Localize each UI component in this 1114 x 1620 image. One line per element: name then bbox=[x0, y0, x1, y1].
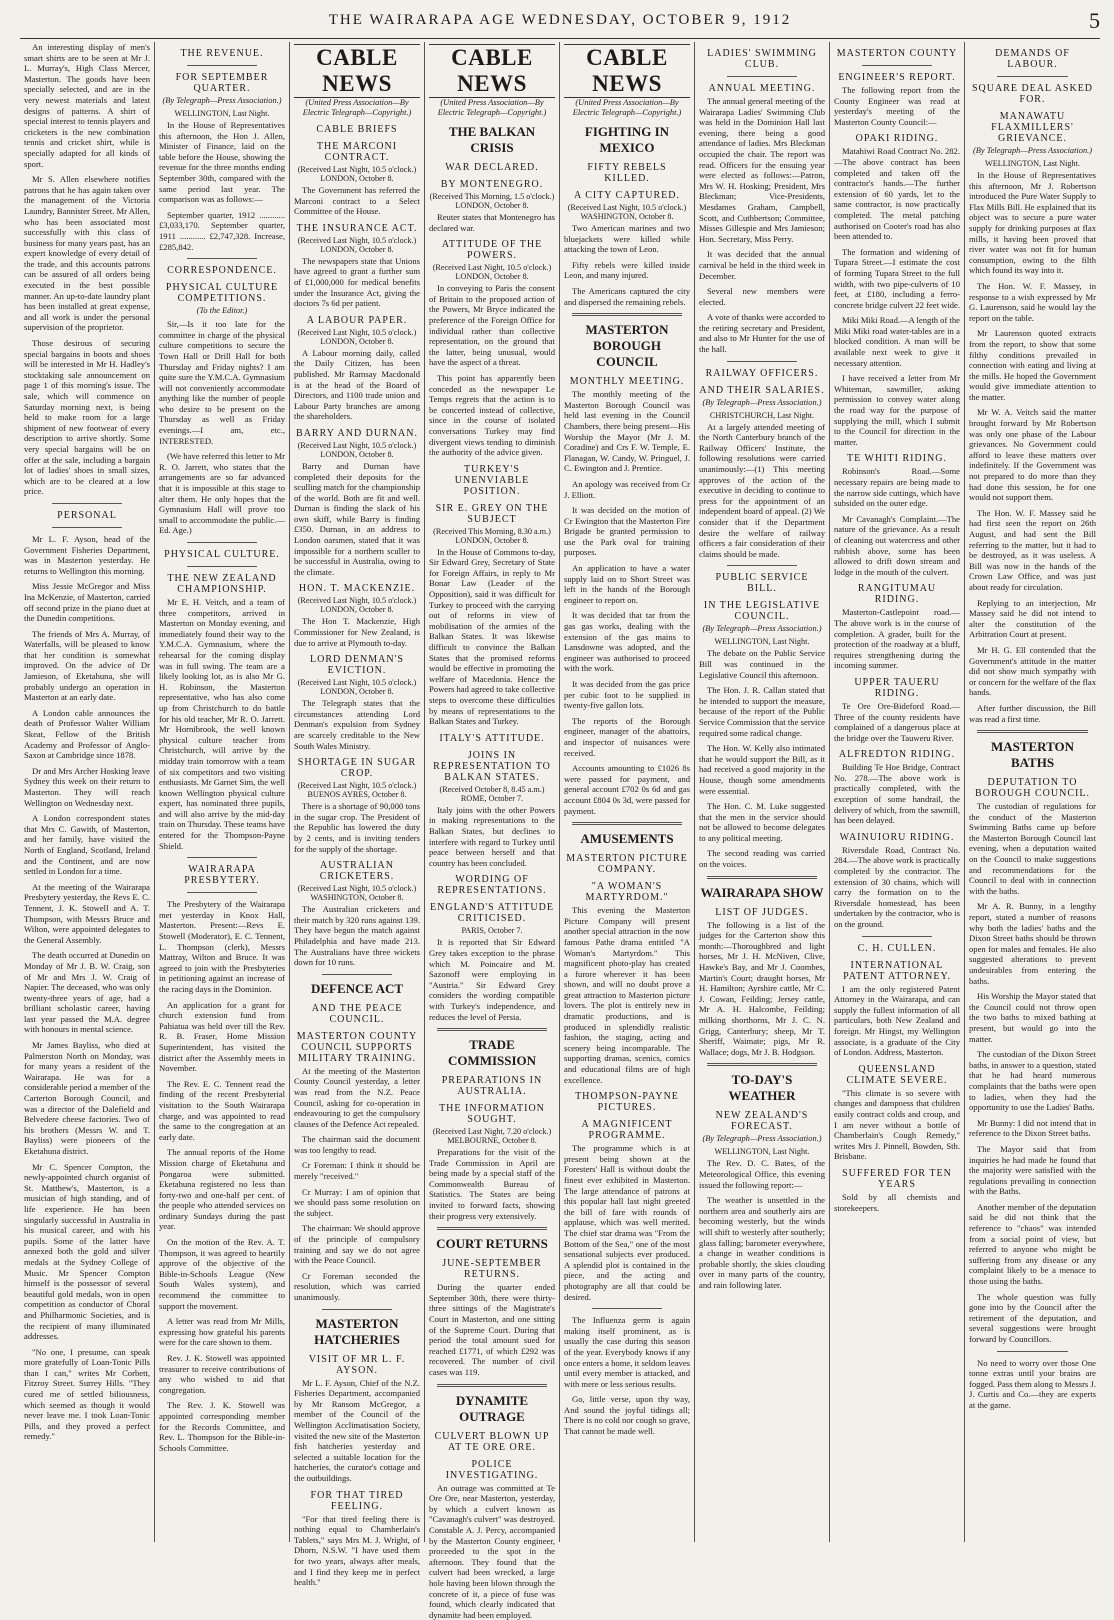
sub-heading: POLICE INVESTIGATING. bbox=[445, 1458, 539, 1481]
sub-heading: AND THE PEACE COUNCIL. bbox=[311, 1002, 403, 1025]
cable-news-banner: CABLE NEWS bbox=[294, 44, 420, 98]
advertisement: I am the only registered Patent Attorney in the Wairarapa, and can supply the fullest information of all particulars, both New Zealand and foreign. Mr Hingst, my Wellington associate, is a graduate of the City of London. Address, Masterton. bbox=[834, 983, 960, 1058]
press-credit: (United Press Association—By Electric Telegraph—Copyright.) bbox=[572, 98, 682, 117]
article-paragraph: A vote of thanks were accorded to the retiring secretary and President, and also to Mr Hunter for the use of the hall. bbox=[699, 312, 825, 355]
sub-heading: WORDING OF REPRESENTATIONS. bbox=[437, 874, 547, 897]
sub-heading: BY MONTENEGRO. bbox=[440, 179, 544, 190]
sub-heading: SIR E. GREY ON THE SUBJECT bbox=[435, 502, 549, 525]
article-paragraph: This evening the Masterton Picture Company will present another special attraction in the now famous Pathe drama entitled "A Woman's Martyrdom." This magnificent photo-play has created a furore wherever it has been shown, and will no doubt prove a great attraction to Masterton picture lovers. The plot is entirely new in dramatic productions, and is produced in splendidly realistic fashion, the staging, acting and scenery being incomparable. The supporting dramas, scenics, comics and educational films are of high excellence. bbox=[564, 905, 690, 1085]
sub-heading: ITALY'S ATTITUDE. bbox=[439, 732, 545, 744]
section-heading: CABLE BRIEFS bbox=[316, 124, 398, 135]
section-heading: DYNAMITE OUTRAGE bbox=[455, 1392, 529, 1424]
sub-heading: WAINUIORU RIDING. bbox=[839, 831, 955, 843]
advertisement: "For that tired feeling there is nothing equal to Chamberlain's Tablets," says Mrs M. J. Wright, of Dhorn, N.S.W. "I have used them for two years, always after meals, and I find they keep me in perfect health." bbox=[294, 1513, 420, 1588]
article-paragraph: The Hon. J. R. Callan stated that he intended to support the measure, because of the report of the Public Service Commission that the service required some radical change. bbox=[699, 685, 825, 738]
press-credit: (By Telegraph—Press Association.) bbox=[162, 96, 282, 105]
section-heading: PUBLIC SERVICE BILL. bbox=[715, 572, 809, 595]
article-paragraph: Reuter states that Montenegro has declared war. bbox=[429, 212, 555, 233]
sub-heading: ENGINEER'S REPORT. bbox=[838, 72, 956, 83]
article-paragraph: The monthly meeting of the Masterton Borough Council was held last evening in the Council Chambers, there being present—His Worship the Mayor (Mr J. M. Coradine) and Crs F. W. Temple, E. Flanagan, W. Candy, W. Pringuel, J. C. Ewington and J. Prentice. bbox=[564, 389, 690, 474]
article-paragraph: The second reading was carried on the voices. bbox=[699, 848, 825, 870]
article-paragraph: The Hon. W. Kelly also intimated that he would support the Bill, as it had received a good majority in the House, though some amendments were essential. bbox=[699, 743, 825, 796]
sub-heading: ATTITUDE OF THE POWERS. bbox=[441, 239, 543, 262]
divider bbox=[977, 730, 1088, 733]
advertisement: "This climate is so severe with changes and dampness that children easily contract colds and croup, and I am never without a bottle of Chamberlain's Cough Remedy," writes Mrs J. Pinnell, Bowden, Sth. Brisbane. bbox=[834, 1087, 960, 1162]
article-paragraph: Mr Laurenson quoted extracts from the report, to show that some filthy conditions prevailed in connection with eating and living at the mills. He hoped the Government would give immediate attention to the matter. bbox=[969, 328, 1096, 402]
article-paragraph: Miki Miki Road.—A length of the Miki Miki road water-tables are in a blocked condition. A man will be available next week to give it necessary attention. bbox=[834, 315, 960, 368]
article-paragraph: The Hon T. Mackenzie, High Commissioner for New Zealand, is due to arrive at Plymouth to-day. bbox=[294, 616, 420, 648]
article-paragraph: The Rev. D. C. Bates, of the Meteorological Office, this evening issued the following report:— bbox=[699, 1158, 825, 1190]
page-number: 5 bbox=[1089, 8, 1100, 33]
divider bbox=[187, 542, 257, 543]
sub-heading: THE INSURANCE ACT. bbox=[296, 222, 418, 234]
article-paragraph: Italy joins with the other Powers in making representations to the Balkan States, but declines to interfere with regard to Turkey until peace between herself and that country has been concluded. bbox=[429, 804, 555, 868]
article-paragraph: Miss Jessie McGregor and Miss Ina McKenzie, of Masterton, carried off second prize in the piano duet at the Dunedin competitions. bbox=[24, 581, 150, 624]
article-paragraph: An apology was received from Cr J. Elliott. bbox=[564, 478, 690, 500]
section-heading: AMUSEMENTS bbox=[580, 831, 674, 847]
newspaper-columns bbox=[20, 42, 1100, 1620]
article-paragraph: Mr James Bayliss, who died at Palmerston North on Monday, was for many years a resident of the Wairarapa. He was for a considerable period a member of the Carterton Borough Council, and was a director of the Dalefield and Belvedere cheese factories. Two of his brothers (Messrs W. and T. Bayliss) were pioneers of the Eketahuna district. bbox=[24, 1040, 150, 1156]
sub-heading: THOMPSON-PAYNE PICTURES. bbox=[575, 1091, 679, 1114]
divider bbox=[187, 857, 257, 858]
sub-heading: "A WOMAN'S MARTYRDOM." bbox=[585, 881, 669, 904]
section-heading: RAILWAY OFFICERS. bbox=[705, 367, 819, 379]
article-paragraph: Mr L. F. Ayson, Chief of the N.Z. Fisheries Department, accompanied by Mr Ransom McGregor, a member of the Council of the Wellington Acclimatisation Society, visited the new site of the Masterton fish hatcheries yesterday and selected a suitable location for the hatcheries, the curator's cottage and the outbuildings. bbox=[294, 1377, 420, 1483]
divider bbox=[997, 1351, 1068, 1352]
column-4 bbox=[425, 42, 560, 1620]
article-paragraph: During the quarter ended September 30th, there were thirty-three sittings of the Magistrate's Court in Masterton, and one sitting of the Supreme Court. During that period the total amount sued for reached £1771, of which £292 was recovered. The number of civil cases was 119. bbox=[429, 1282, 555, 1377]
article-paragraph: The annual reports of the Home Mission charge of Eketahuna and Pongaroa were submitted. Eketahuna registered no less than forty-two and one-half per cent. of the people who attended services on ordinary Sundays during the past year. bbox=[159, 1147, 285, 1232]
article-paragraph: His Worship the Mayor stated that the Council could not throw open the two baths to mixed bathing at present, but would go into the matter. bbox=[969, 991, 1096, 1044]
advertisement: The Influenza germ is again making itself prominent, as is usually the case during this season of the year. Everybody knows if any once enters a home, it seldom leaves until every member is attacked, and with mere or less serious results. bbox=[564, 1315, 690, 1389]
dateline: PARIS, October 7. bbox=[461, 926, 523, 936]
article-paragraph: Preparations for the visit of the Trade Commission in April are being made by a special staff of the Commonwealth Bureau of Statistics. The States are being invited to forward facts, showing their progress very extensively. bbox=[429, 1147, 555, 1221]
sub-heading: THE INFORMATION SOUGHT. bbox=[439, 1103, 545, 1126]
sub-heading: MASTERTON PICTURE COMPANY. bbox=[566, 853, 688, 876]
section-heading: MASTERTON BOROUGH COUNCIL bbox=[585, 322, 669, 370]
article-paragraph: The newspapers state that Unions have agreed to grant a further sum of £1,000,000 for medical benefits under the Insurance Act, giving the doctors 7s 6d per patient. bbox=[294, 255, 420, 309]
dateline: (Received Last Night, 7.20 o'clock.) MELBOURNE, October 8. bbox=[432, 1127, 552, 1146]
divider bbox=[187, 892, 257, 893]
sub-heading: SQUARE DEAL ASKED FOR. bbox=[971, 83, 1094, 105]
article-paragraph: At a largely attended meeting of the North Canterbury branch of the Railway Officers' Institute, the following resolutions were carried unanimously:—(1) This meeting approves of the action of the executive in deciding to continue to press for the appointment of an independent board of appeal. (2) We consider that if the Department desire the welfare of railway officers a fair consideration of their claims should be made. bbox=[699, 421, 825, 559]
dateline: WELLINGTON, Last Night. bbox=[985, 159, 1080, 168]
article-paragraph: (We have referred this letter to Mr R. O. Jarrett, who states that the arrangements are so far advanced that it is impossible at this stage to alter them. He only hopes that the Gymnasium Hall will prove too small to accommodate the public.—Ed. Age.) bbox=[159, 451, 285, 536]
sub-heading: ENGLAND'S ATTITUDE CRITICISED. bbox=[430, 902, 554, 925]
sub-heading: ANNUAL MEETING. bbox=[708, 83, 816, 94]
article-paragraph: Several new members were elected. bbox=[699, 286, 825, 307]
sub-heading: A CITY CAPTURED. bbox=[574, 190, 680, 201]
sub-heading: A MAGNIFICENT PROGRAMME. bbox=[581, 1119, 673, 1142]
column-5 bbox=[560, 42, 695, 1542]
dateline: (Received This Morning, 1.5 o'clock.) LONDON, October 8. bbox=[429, 192, 555, 210]
article-paragraph: Mr L. F. Ayson, head of the Government Fisheries Department, was in Masterton yesterday. He returns to Wellington this morning. bbox=[24, 533, 150, 576]
article-paragraph: At the meeting of the Masterton County Council yesterday, a letter was read from the N.Z. Peace Council, asking for co-operation in endeavouring to get the compulsory clauses of the Defence Act repealed. bbox=[294, 1065, 420, 1129]
section-heading: FIGHTING IN MEXICO bbox=[584, 124, 670, 155]
article-paragraph: Cr Foreman seconded the resolution, which was carried unanimously. bbox=[294, 1270, 420, 1302]
advertisement: Go, little verse, upon thy way, And sound the joyful tidings all; There is no cold nor cough so grave, That cannot be made well. bbox=[564, 1394, 690, 1437]
article-paragraph: The Rev. J. K. Stowell was appointed corresponding member for the Records Committee, and Rev. L. Thompson for the Bible-in-Schools Committee. bbox=[159, 1400, 285, 1453]
article-paragraph: In the House of Representatives this afternoon, Mr J. Robertson introduced the Pure Water Supply to Flax Mills Bill. He explained that its object was to secure a pure water supply for drinking purposes at flax mills, it having been proved that river water was not fit for human consumption, owing to the filth which found its way into it. bbox=[969, 170, 1096, 276]
article-paragraph: There is a shortage of 90,000 tons in the sugar crop. The President of the Republic has lowered the duty by 2 cents, and is inviting tenders for the supply of the shortage. bbox=[294, 801, 420, 854]
advert-heading: C. H. CULLEN. bbox=[857, 942, 937, 954]
advert-subheading: INTERNATIONAL PATENT ATTORNEY. bbox=[843, 959, 951, 982]
section-heading: MASTERTON HATCHERIES bbox=[314, 1315, 400, 1347]
advertisement: No need to worry over those One tonne extras until your brains are fogged. Pass them along to Messrs J. J. Curtis and Co.—they are experts at the game. bbox=[969, 1357, 1096, 1410]
divider bbox=[52, 527, 122, 528]
article-paragraph: The weather is unsettled in the northern area and southerly airs are becoming westerly, but the winds will shift to westerly after southerly; glass falling; barometer everywhere, a change in weather conditions is probable shortly, the skies clouding over in many parts of the country, and rain following later. bbox=[699, 1195, 825, 1290]
sub-heading: VISIT OF MR L. F. AYSON. bbox=[308, 1353, 406, 1376]
article-paragraph: In the House of Representatives this afternoon, the Hon J. Allen, Minister of Finance, laid on the table before the House, showing the revenue for the three months ending September 30th, compared with the same period last year. The comparison was as follows:— bbox=[159, 120, 285, 205]
sub-heading: JOINS IN REPRESENTATION TO BALKAN STATES. bbox=[433, 749, 551, 783]
divider bbox=[572, 313, 682, 316]
article-paragraph: The Hon. C. M. Luke suggested that the men in the service should not be allowed to become delegates to any political meeting. bbox=[699, 801, 825, 843]
article-paragraph: A London cable announces the death of Professor Walter William Skeat, Fellow of the British Academy and Professor of Anglo-Saxon at Cambridge since 1878. bbox=[24, 707, 150, 761]
sub-heading: PHYSICAL CULTURE COMPETITIONS. bbox=[165, 282, 279, 305]
section-heading: THE BALKAN CRISIS bbox=[448, 124, 536, 155]
article-paragraph: It was decided from the gas price per cubic foot to be supplied in twenty-five gallon lots. bbox=[564, 679, 690, 711]
sub-heading: JUNE-SEPTEMBER RETURNS. bbox=[442, 1258, 542, 1281]
advertisement: Sold by all chemists and storekeepers. bbox=[834, 1191, 960, 1213]
article-paragraph: Mr W. A. Veitch said the matter brought forward by Mr Robertson was only one phase of the Labour grievances. No Government could afford to leave these matters over indefinitely. If the Government was not prepared to do more than they had done this session, he for one would not support them. bbox=[969, 407, 1096, 503]
sub-heading: MANAWATU FLAXMILLERS' GRIEVANCE. bbox=[991, 111, 1074, 144]
column-7 bbox=[830, 42, 965, 1542]
article-paragraph: I have received a letter from Mr Whiteman, sawmiller, asking permission to convey water along the road way for the purpose of supplying the mill, which I submit to the Council for direction in the matter. bbox=[834, 373, 960, 447]
divider bbox=[322, 1309, 392, 1310]
dateline: CHRISTCHURCH, Last Night. bbox=[709, 410, 815, 420]
divider bbox=[187, 566, 257, 567]
article-paragraph: Te Ore Ore-Bideford Road.—Three of the county residents have complained of a dangerous place at the bridge over the Tauweru River. bbox=[834, 700, 960, 743]
article-paragraph: Building Te Hoe Bridge, Contract No. 278.—The above work is practically completed, with the exception of some handrail, the delivery of which, from the sawmill, has been delayed. bbox=[834, 762, 960, 826]
article-paragraph: The Rev. E. C. Tennent read the finding of the recent Presbyterial visitation to the South Wairarapa charge, and was appointed to read the same to the congregation at an early date. bbox=[159, 1078, 285, 1142]
dateline: (Received Last Night, 10.5 o'clock.) BUENOS AYRES, October 8. bbox=[297, 781, 417, 800]
sub-heading: TE WHITI RIDING. bbox=[847, 453, 947, 465]
divider bbox=[727, 565, 797, 566]
article-paragraph: After further discussion, the Bill was read a first time. bbox=[969, 702, 1096, 724]
article-paragraph: The annual general meeting of the Wairarapa Ladies' Swimming Club was held in the Dominion Hall last evening, there being a good attendance of ladies. Mrs Bleckman occupied the chair. The report was read. Officers for the ensuing year were elected as follows:—Patron, Mrs W. H. Hosking; President, Mrs Bleckman; Vice-Presidents, Mesdames Graham, Campbell, Scott, and Cuthbertson; Committee, Misses Gillespie and Mrs Jamieson; Hon. Secretary, Miss Perry. bbox=[699, 96, 825, 244]
column-1 bbox=[20, 42, 155, 1542]
sub-heading: NEW ZEALAND'S FORECAST. bbox=[715, 1110, 809, 1133]
dateline: (Received October 8, 8.45 a.m.) ROME, October 7. bbox=[439, 784, 545, 803]
article-paragraph: Mr Bunny: I did not intend that in reference to the Dixon Street baths. bbox=[969, 1117, 1096, 1139]
sub-heading: FOR SEPTEMBER QUARTER. bbox=[175, 72, 269, 94]
section-heading: TRADE COMMISSION bbox=[447, 1037, 537, 1069]
divider bbox=[437, 1384, 547, 1387]
dateline: WELLINGTON, Last Night. bbox=[714, 637, 810, 647]
article-paragraph: The death occurred at Dunedin on Monday of Mr J. B. W. Craig, son of Mr and Mrs J. W. Craig of Napier. The deceased, who was only twenty-three years of age, had a brilliant scholastic career, having last year passed the M.A. degree with honours in mental science. bbox=[24, 950, 150, 1035]
article-paragraph: An application to have a water supply laid on to Short Street was left in the hands of the Borough engineer to report on. bbox=[564, 563, 690, 605]
section-heading: LADIES' SWIMMING CLUB. bbox=[707, 48, 817, 70]
article-paragraph: It was decided that tar from the gas gas works, dealing with the extension of the gas mains to Lansdowne was adopted, and the engineer was authorised to proceed with the work. bbox=[564, 610, 690, 674]
divider bbox=[707, 876, 817, 879]
sub-heading: FIFTY REBELS KILLED. bbox=[587, 162, 667, 184]
article-paragraph: In the House of Commons to-day, Sir Edward Grey, Secretary of State for Foreign Affairs, in reply to Mr Bonar Law (Leader of the Opposition), said it was difficult for Turkey to proceed with the carrying out of reforms in view of mobilisation of the armies of the Balkan States. It was likewise difficult to convince the Balkan States that the promised reforms would be effective in promoting the welfare of Macedonia. Hence the Powers had agreed to take collective steps to overcome these difficulties by means of representations to the Balkan States and Turkey. bbox=[429, 546, 555, 727]
sub-heading: SHORTAGE IN SUGAR CROP. bbox=[297, 757, 417, 780]
advertisement: "No one, I presume, can speak more gratefully of Loan-Tonic Pills than I can," writes Mr Corbett, Fitzroy Street. Surrey Hills. "They cured me of settled biliousness, which seemed as though it would never leave me. I took Loan-Tonic Pills, and they proved a perfect remedy." bbox=[24, 1346, 150, 1442]
article-paragraph: Mr Cavanagh's Complaint.—The nature of the grievance. As a result of cleaning out watercress and other rubbish above, some has been allowed to drift down stream and lodge in the mouth of the culvert. bbox=[834, 513, 960, 577]
dateline: (Received Last Night, 10.5 o'clock.) WASHINGTON, October 8. bbox=[297, 884, 417, 903]
article-paragraph: At the meeting of the Wairarapa Presbytery yesterday, the Revs E. C. Tennent, J. K. Stowell and A. T. Thompson, with Messrs Bruce and Wilton, were appointed delegates to the General Assembly. bbox=[24, 881, 150, 945]
article-paragraph: Matahiwi Road Contract No. 282.—The above contract has been completed and taken off the contractor's hands.—The further extension of 60 yards, let to the same contractor, is now practically completed. The metal patching authorised on Cooter's road has also been attended to. bbox=[834, 146, 960, 242]
sub-heading: THE NEW ZEALAND CHAMPIONSHIP. bbox=[167, 573, 277, 595]
article-paragraph: The friends of Mrs A. Murray, of Waterfalls, will be pleased to know that her condition is somewhat improved. On the advice of Dr Jamieson, of Eketahuna, she will probably undergo an operation in Masterton at an early date. bbox=[24, 628, 150, 703]
section-heading: COURT RETURNS bbox=[436, 1236, 548, 1252]
dateline: WELLINGTON, Last Night. bbox=[174, 109, 270, 118]
sub-heading: FOR THAT TIRED FEELING. bbox=[310, 1489, 404, 1512]
divider bbox=[322, 974, 392, 975]
article-paragraph: Two American marines and two bluejackets were killed while attacking the town of Leon. bbox=[564, 223, 690, 255]
article-paragraph: The reports of the Borough engineer, manager of the abattoirs, and inspector of nuisances were received. bbox=[564, 715, 690, 758]
article-paragraph: The whole question was fully gone into by the Council after the retirement of the deputation, and several suggestions were brought forward by Councillors. bbox=[969, 1291, 1096, 1344]
article-paragraph: The chairman: We should approve of the principle of compulsory training and say we do not agree with the Peace Council. bbox=[294, 1223, 420, 1266]
divider bbox=[727, 361, 797, 362]
dateline: (Received Last Night, 10.5 o'clock.) WASHINGTON, October 8. bbox=[567, 203, 687, 221]
section-heading: CORRESPONDENCE. bbox=[167, 265, 277, 277]
dateline: (Received Last Night, 10.5 o'clock.) LONDON, October 8. bbox=[432, 263, 552, 282]
article-paragraph: Mr C. Spencer Compton, the newly-appointed church organist of St. Matthew's, Masterton, is a musician of high standing, and of life experience. He has been singularly successful in Australia in his musical career, and with his pupils. Some of the latter have annexed both the gold and silver medals at the Sydney College of Music. Mr Spencer Compton himself is the possessor of several beautiful gold medals, won in open competition as conductor of Choral and Philharmonic Societies, and is the recipient of many illuminated addresses. bbox=[24, 1161, 150, 1342]
article-paragraph: The formation and widening of Tupara Street.—I estimate the cost of forming Tupara Street to the full width, with two pipe-culverts of 10 feet, at £180, including a ferro-concrete bridge culvert 22 feet wide. bbox=[834, 246, 960, 310]
article-paragraph: Rev. J. K. Stowell was appointed treasurer to receive contributions of any who wished to aid that congregation. bbox=[159, 1353, 285, 1395]
sub-heading: TURKEY'S UNENVIABLE POSITION. bbox=[454, 463, 530, 497]
press-credit: (By Telegraph—Press Association.) bbox=[702, 1134, 822, 1144]
press-credit: (United Press Association—By Electric Telegraph—Copyright.) bbox=[302, 98, 412, 117]
article-paragraph: Cr Foreman: I think it should be merely "received." bbox=[294, 1160, 420, 1182]
divider bbox=[187, 65, 257, 66]
sub-heading: THE MARCONI CONTRACT. bbox=[316, 141, 398, 163]
article-paragraph: It is reported that Sir Edward Grey takes exception to the phrase which M. Poincaire and M. Sazonoff were employing in "Austria." Sir Edward Grey considers the wording compatible with Turkey's independence, and reduces the level of Persia. bbox=[429, 937, 555, 1022]
article-paragraph: Another member of the deputation said he did not think that the reference to "chaos" was intended from a social point of view, but referred to anyone who might be suffering from any disease or any complaint likely to be a menace to those using the baths. bbox=[969, 1201, 1096, 1287]
sub-heading: RANGITUMAU RIDING. bbox=[857, 583, 937, 606]
article-paragraph: This point has apparently been conceded as the newspaper Le Temps regrets that the action is to be concerted instead of collective, since in the course of isolated conversations Turkey may find divergent views tending to diminish the authority of the advice given. bbox=[429, 372, 555, 458]
article-paragraph: The Government has referred the Marconi contract to a Select Committee of the House. bbox=[294, 185, 420, 217]
sub-heading: AUSTRALIAN CRICKETERS. bbox=[319, 860, 395, 883]
column-3 bbox=[290, 42, 425, 1588]
article-paragraph: The following is a list of the judges for the Carterton show this month:—Thoroughbred and light horses, Mr J. H. McNiven, Clive, Hawke's Bay, and Mr J. Coombes, Martin's Court; draught horses, Mr H. Hamilton; Ayrshire cattle, Mr C. J. Cowan, Feilding; Jersey cattle, Mr A. H. Halcombe, Feilding; milking shorthorns, Mr J. C. N. Grigg, Canterbury; sheep, Mr T. Sheriff, Waimate; pigs, Mr R. Wallace; dogs, Mr J. B. Hodgson. bbox=[699, 919, 825, 1057]
sub-heading: LIST OF JUDGES. bbox=[715, 906, 809, 918]
advert-heading: QUEENSLAND CLIMATE SEVERE. bbox=[846, 1063, 948, 1086]
divider bbox=[187, 258, 257, 259]
article-paragraph: The Telegraph states that the circumstances attending Lord Denman's expulsion from Sydney are scarcely creditable to the New South Wales Ministry. bbox=[294, 698, 420, 751]
article-paragraph: Fifty rebels were killed inside Leon, and many injured. bbox=[564, 259, 690, 281]
article-paragraph: The Hon. W. F. Massey, in response to a wish expressed by Mr G. Laurenson, said he would lay the report on the table. bbox=[969, 280, 1096, 323]
article-paragraph: The programme which is at present being shown at the Foresters' Hall is without doubt the finest ever exhibited in Masterton. The large attendance of patrons at this popular hall last night greeted the bill of fare with rounds of applause, which was well merited. The chief star drama was "From the Bottom of the Sea," one of the most sensational subjects ever produced. A splendid plot is contained in the piece, and the acting and photography are all that could be desired. bbox=[564, 1143, 690, 1302]
article-paragraph: Barry and Durnan have completed their deposits for the sculling match for the championship of the world. Both are fit and well. Durnan is finding the slack of his own skiff, while Barry is finding £350. Durnan, in an address to London oarsmen, stated that it was impossible for a northern sculler to be successful in Australia, owing to the climate. bbox=[294, 460, 420, 577]
advert-heading: SUFFERED FOR TEN YEARS bbox=[842, 1167, 952, 1190]
sub-heading: LORD DENMAN'S EVICTION. bbox=[310, 654, 404, 677]
press-credit: (United Press Association—By Electric Telegraph—Copyright.) bbox=[437, 98, 547, 117]
divider bbox=[707, 1063, 817, 1066]
divider bbox=[52, 503, 122, 504]
section-heading: PERSONAL bbox=[57, 509, 117, 521]
divider bbox=[437, 1227, 547, 1230]
section-heading: MASTERTON BATHS bbox=[990, 739, 1075, 771]
divider bbox=[997, 76, 1068, 77]
sub-heading: IN THE LEGISLATIVE COUNCIL. bbox=[703, 600, 821, 623]
article-paragraph: September quarter, 1912 ............ £3,033,170. September quarter, 1911 ............ £2,747,328. Increase, £285,842. bbox=[159, 209, 285, 252]
article-paragraph: Cr Murray: I am of opinion that we should pass some resolution on the subject. bbox=[294, 1186, 420, 1218]
section-heading: WAIRARAPA SHOW bbox=[700, 884, 824, 900]
article-paragraph: An application for a grant for church extension fund from Pahiatua was held over till the Rev. R. B. Fraser, Home Mission Superintendent, has visited the district after the Assembly meets in November. bbox=[159, 999, 285, 1074]
sub-heading: A LABOUR PAPER. bbox=[306, 314, 408, 326]
divider bbox=[862, 936, 932, 937]
sub-heading: MASTERTON COUNTY COUNCIL SUPPORTS MILITARY TRAINING. bbox=[296, 1030, 418, 1064]
section-heading: PHYSICAL CULTURE. bbox=[164, 549, 280, 560]
section-heading: DEMANDS OF LABOUR. bbox=[995, 48, 1070, 70]
article-paragraph: Those desirous of securing special bargains in boots and shoes will be interested in Mr H. Hadley's stocktaking sale announcement on page 1 of this morning's issue. The sale, which will commence on Saturday morning next, is being held to make room for a large shipment of new footwear of every description to arrive shortly. Some very special bargains will be on offer at the sale, including a bargain lot of ladies' shoes in small sizes, which are to be cleared at a low price. bbox=[24, 338, 150, 497]
article-paragraph: A letter was read from Mr Mills, expressing how grateful his parents were for the care shown to them. bbox=[159, 1316, 285, 1348]
article-paragraph: The custodian of the Dixon Street baths, in answer to a question, stated that he had heard numerous complaints that the baths were open to ladies, when they had the opportunity to use the Ladies' Baths. bbox=[969, 1049, 1096, 1113]
article-paragraph: Dr and Mrs Archer Hosking leave Sydney this week on their return to Masterton. They will reach Wellington on Wednesday next. bbox=[24, 765, 150, 808]
cable-news-banner: CABLE NEWS bbox=[429, 44, 555, 98]
article-paragraph: The Australian cricketers and their match by 320 runs against 139. They have begun the match against Philadelphia and have made 213. The Australians have three wickets down for 10 runs. bbox=[294, 904, 420, 968]
article-paragraph: The debate on the Public Service Bill was continued in the Legislative Council this afternoon. bbox=[699, 648, 825, 680]
article-paragraph: A London correspondent states that Mrs C. Gawith, of Masterton, and her family, have visited the North of England, Scotland, Ireland and the Continent, and are now settled in London for a time. bbox=[24, 813, 150, 877]
byline: (To the Editor.) bbox=[196, 306, 248, 316]
dateline: (Received Last Night, 10.5 o'clock.) LONDON, October 8. bbox=[297, 678, 417, 697]
sub-heading: CULVERT BLOWN UP AT TE ORE ORE. bbox=[434, 1430, 550, 1453]
sub-heading: PREPARATIONS IN AUSTRALIA. bbox=[441, 1075, 543, 1098]
divider bbox=[862, 65, 932, 66]
divider bbox=[592, 1308, 662, 1309]
dateline: (Received Last Night, 10.5 o'clock.) LONDON, October 8. bbox=[297, 440, 417, 459]
article-paragraph: Masterton-Castlepoint road.—The above work is in the course of completion. A grader, built for the protection of the roadway at a bluff, requires strengthening during the incoming summer. bbox=[834, 607, 960, 671]
article-paragraph: The Mayor said that from inquiries he had made he found that the majority were satisfied with the regulations prevailing in connection with the Baths. bbox=[969, 1143, 1096, 1197]
article-paragraph: Mr H. G. Ell contended that the Government's attitude in the matter did not show much sympathy with or concern for the welfare of the flax hands. bbox=[969, 644, 1096, 698]
section-heading: WAIRARAPA PRESBYTERY. bbox=[184, 864, 260, 887]
article-paragraph: Mr S. Allen elsewhere notifies patrons that he has again taken over the management of the Victoria Laundry, Bannister Street. Mr Allen, who has been associated most successfully with this class of business for many years past, has an expert knowledge of every detail of the trade, and this accounts patrons can be assured of all orders being executed in the best possible manner. An up-to-date laundry plant has been installed at great expense, and all work is under the personal supervision of the proprietor. bbox=[24, 174, 150, 333]
section-heading: THE REVENUE. bbox=[180, 48, 264, 59]
sub-heading: OPAKI RIDING. bbox=[855, 133, 939, 145]
article-paragraph: Mr A. R. Bunny, in a lengthy report, stated a number of reasons why both the ladies' baths and the Dixon Street baths should be thrown open for males and females. He also suggested alterations to prevent undesirables from entering the baths. bbox=[969, 901, 1096, 986]
article-paragraph: Robinson's Road.—Some necessary repairs are being made to the narrow side cuttings, which have subsided on the outer edge. bbox=[834, 466, 961, 509]
article-paragraph: Replying to an interjection, Mr Massey said he did not intend to alter the constitution of the Arbitration Court at present. bbox=[969, 597, 1096, 640]
divider bbox=[727, 76, 797, 77]
article-paragraph: The Americans captured the city and dispersed the remaining rebels. bbox=[564, 285, 690, 307]
dateline: (Received Last Night, 10.5 o'clock.) LONDON, October 8. bbox=[297, 327, 417, 346]
sub-heading: WAR DECLARED. bbox=[445, 162, 539, 173]
dateline: (Received Last Night, 10.5 o'clock.) LONDON, October 8. bbox=[297, 235, 417, 254]
article-paragraph: The chairman said the document was too lengthy to read. bbox=[294, 1134, 420, 1155]
dateline: WELLINGTON, Last Night. bbox=[714, 1147, 810, 1157]
press-credit: (By Telegraph—Press Association.) bbox=[702, 397, 822, 407]
article-paragraph: It was decided on the motion of Cr Ewington that the Masterton Fire Brigade be granted permission to use the Park oval for training purposes. bbox=[564, 505, 690, 558]
press-credit: (By Telegraph—Press Association.) bbox=[972, 146, 1093, 155]
article-paragraph: Accounts amounting to £1026 8s were passed for payment, and general account £702 0s 6d and gas account £804 0s 3d, were passed for payment. bbox=[564, 763, 690, 816]
sub-heading: UPPER TAUERU RIDING. bbox=[854, 676, 940, 699]
section-heading: MASTERTON COUNTY bbox=[836, 48, 958, 59]
article-paragraph: It was decided that the annual carnival be held in the third week in December. bbox=[699, 249, 825, 281]
section-heading: TO-DAY'S WEATHER bbox=[728, 1072, 796, 1104]
divider bbox=[572, 822, 682, 825]
divider bbox=[437, 1028, 547, 1031]
sub-heading: BARRY AND DURNAN. bbox=[296, 427, 418, 439]
press-credit: (By Telegraph—Press Association.) bbox=[702, 624, 822, 634]
column-2 bbox=[155, 42, 290, 1542]
article-paragraph: A Labour morning daily, called the Daily Citizen, has been published. Mr Ramsay Macdonald is at the head of the Board of Directors, and 1100 trade union and Labour Party branches are among the shareholders. bbox=[294, 347, 420, 422]
article-paragraph: An interesting display of men's smart shirts are to be seen at Mr J. L. Murray's, High Class Mercer, Masterton. The goods have been specially selected, and are in the very newest materials and latest designs of patterns. A shirt of special interest to tennis players and cricketers is the new combination tennis and cricket shirt, while is specially adapted for all kinds of sport. bbox=[24, 42, 150, 169]
column-6 bbox=[695, 42, 830, 1542]
column-8 bbox=[965, 42, 1100, 1542]
masthead-title: THE WAIRARAPA AGE WEDNESDAY, OCTOBER 9, 1912 bbox=[328, 12, 792, 28]
article-paragraph: The following report from the County Engineer was read at yesterday's meeting of the Masterton County Council:— bbox=[834, 85, 960, 127]
masthead bbox=[20, 8, 1100, 39]
dateline: (Received This Morning, 8.30 a.m.) LONDON, October 8. bbox=[433, 526, 551, 545]
section-heading: DEFENCE ACT bbox=[310, 980, 404, 996]
article-paragraph: An outrage was committed at Te Ore Ore, near Masterton, yesterday, by which a culvert known as "Cavanagh's culvert" was destroyed. Constable A. J. Percy, accompanied by the Masterton County engineer, proceeded to the spot in the afternoon. They found that the culvert had been wrecked, a large hole having been blown through the concrete of it, a piece of fuse was found, which clearly indicated that dynamite had been employed. bbox=[429, 1482, 555, 1620]
dateline: (Received Last Night, 10.5 o'clock.) LONDON, October 8. bbox=[297, 596, 417, 615]
article-paragraph: On the motion of the Rev. A. T. Thompson, it was agreed to heartily approve of the objective of the Bible-in-Schools League (New South Wales system), and recommend the committee to support the movement. bbox=[159, 1237, 285, 1311]
article-paragraph: Riversdale Road, Contract No. 284.—The above work is practically completed by the contractor. The extension of 30 chains, which will carry the formation on to the Riversdale homestead, has been undertaken by the contractor, who is on the ground. bbox=[834, 844, 960, 929]
sub-heading: ALFREDTON RIDING. bbox=[838, 749, 956, 761]
article-paragraph: In conveying to Paris the consent of Britain to the proposed action of the Powers, Mr Bryce indicated the preference of the Foreign Office for individual rather than collective representation, on the ground that the latter, being unusual, would have the aspect of a threat. bbox=[429, 283, 555, 368]
sub-heading: MONTHLY MEETING. bbox=[569, 376, 685, 388]
sub-heading: HON. T. MACKENZIE. bbox=[298, 583, 416, 595]
sub-heading: DEPUTATION TO BOROUGH COUNCIL. bbox=[975, 777, 1090, 800]
sub-heading: AND THEIR SALARIES. bbox=[699, 384, 825, 396]
article-paragraph: The Hon. W. F. Massey said he had first seen the report on 26th August, and had sent the Bill referring to the matter, but it had to be destroyed, as it was useless. A Bill was now in the hands of the Crown Law Office, and was just about ready for circulation. bbox=[969, 507, 1096, 592]
article-paragraph: Sir,—Is it too late for the committee in charge of the physical culture competitions to secure the Town Hall or Drill Hall for both Thursday and Friday nights? I am quite sure the Y.M.C.A. Gymnasium will not conveniently accommodate anything like the number of people who desire to be present on the Thursday as well as Friday evenings.—I am, etc., INTERESTED. bbox=[159, 319, 285, 446]
dateline: (Received Last Night, 10.5 o'clock.) LONDON, October 8. bbox=[297, 165, 417, 183]
article-paragraph: The custodian of regulations for the conduct of the Masterton Swimming Baths came up before the Masterton Borough Council last evening, when a deputation waited on the Council to make suggestions and recommendations for the Council to deal with in connection with the baths. bbox=[969, 801, 1096, 896]
article-paragraph: The Presbytery of the Wairarapa met yesterday in Knox Hall, Masterton. Present:—Revs E. Stowell (Moderator), E. C. Tennent, L. Thompson (clerk), Messrs Mattray, Wilton and Bruce. It was agreed to join with the Presbyteries in petitioning against an increase of the racing days in the Dominion. bbox=[159, 899, 285, 994]
article-paragraph: Mr E. H. Veitch, and a team of three competitors, arrived in Masterton on Monday evening, and immediately found their way to the Y.M.C.A. Gymnasium, where the rehearsal for the coming display was in full swing. The team are a likely looking lot, as is also Mr G. H. Robinson, the Masterton representative, who has also come up from Christchurch to do battle for his old teacher, Mr R. O. Jarrett. Mr Hornibrook, the well known physical culture teacher from Christchurch, will arrive by the midday train tomorrow with a team of six competitors and two visiting enthusiasts. Mr Garnet Sim, the well known Wellington physical culture expert, has nominated three pupils, and will also arrive by the mid-day train on Thursday. These teams have entered for the Thompson-Payne Shield. bbox=[159, 597, 285, 851]
cable-news-banner: CABLE NEWS bbox=[564, 44, 690, 98]
